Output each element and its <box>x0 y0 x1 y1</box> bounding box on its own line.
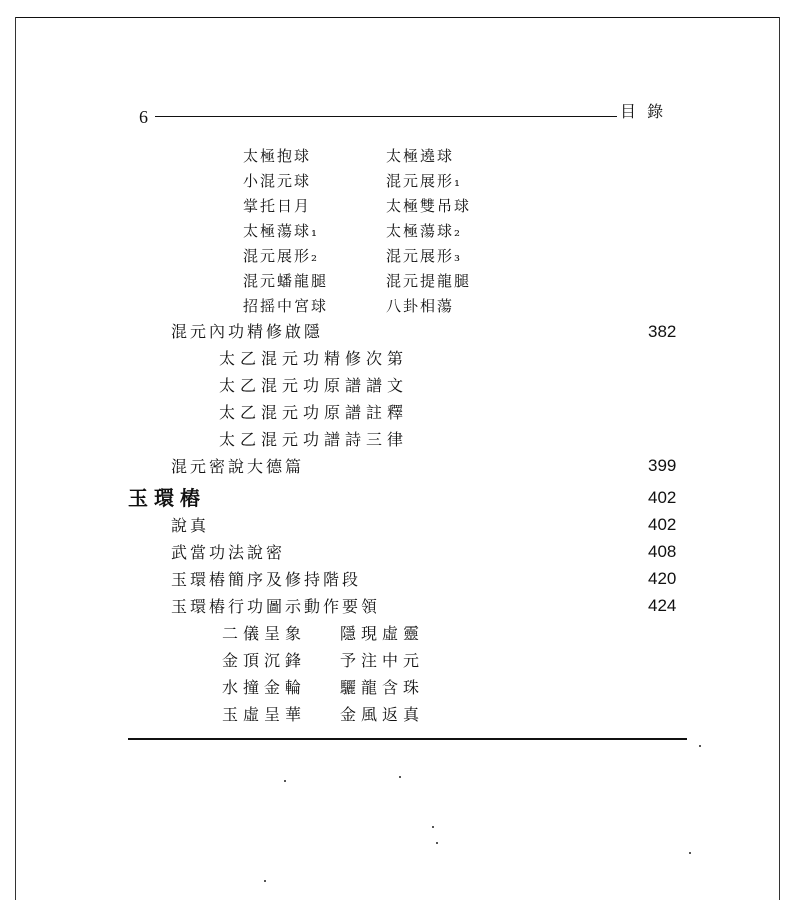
move-item: 招摇中宮球 <box>243 297 329 315</box>
toc-entry-title: 武當功法說密 <box>171 543 286 562</box>
toc-subentry: 太乙混元功譜詩三律 <box>219 430 409 449</box>
toc-entry-title: 玉環樁行功圖示動作要領 <box>171 597 381 616</box>
scan-speck <box>399 776 401 778</box>
move-item: 驪龍含珠 <box>340 678 425 697</box>
move-item: 混元展形₃ <box>386 247 463 265</box>
toc-subentry: 太乙混元功精修次第 <box>219 349 409 368</box>
move-item: 太極蕩球₁ <box>243 222 320 240</box>
move-item: 混元蟠龍腿 <box>243 272 329 290</box>
move-item: 金風返真 <box>340 705 425 724</box>
scan-speck <box>264 880 266 882</box>
toc-entry-title: 混元內功精修啟隱 <box>171 322 324 341</box>
toc-entry-title: 混元密說大德篇 <box>171 457 305 476</box>
move-item: 掌托日月 <box>243 197 312 215</box>
toc-entry-page: 408 <box>648 542 677 561</box>
scan-speck <box>699 745 701 747</box>
move-item: 太極遶球 <box>386 147 455 165</box>
move-item: 予注中元 <box>340 651 425 670</box>
move-item: 水撞金輪 <box>222 678 307 697</box>
chapter-page: 402 <box>648 488 677 507</box>
move-item: 混元展形₂ <box>243 247 320 265</box>
right-border <box>779 17 780 900</box>
move-item: 太極抱球 <box>243 147 312 165</box>
scan-speck <box>284 780 286 782</box>
section-title: 目 錄 <box>620 102 667 121</box>
scan-speck <box>432 826 434 828</box>
page-number: 6 <box>139 107 148 127</box>
toc-entry-title: 玉環樁簡序及修持階段 <box>171 570 362 589</box>
chapter-title: 玉環樁 <box>128 486 206 510</box>
move-item: 金頂沉鋒 <box>222 651 307 670</box>
move-item: 混元展形₁ <box>386 172 463 190</box>
toc-entry-page: 424 <box>648 596 677 615</box>
toc-entry-page: 402 <box>648 515 677 534</box>
move-item: 小混元球 <box>243 172 312 190</box>
scan-speck <box>436 842 438 844</box>
top-rule <box>15 17 780 18</box>
toc-entry-page: 399 <box>648 456 677 475</box>
toc-entry-page: 382 <box>648 322 677 341</box>
scan-speck <box>689 852 691 854</box>
move-item: 八卦相蕩 <box>386 297 455 315</box>
move-item: 二儀呈象 <box>222 624 307 643</box>
header-rule <box>155 116 617 117</box>
move-item: 太極雙吊球 <box>386 197 472 215</box>
left-border <box>15 17 16 900</box>
toc-entry-title: 說真 <box>171 516 210 535</box>
move-item: 太極蕩球₂ <box>386 222 463 240</box>
move-item: 玉虛呈華 <box>222 705 307 724</box>
bottom-rule <box>128 738 687 740</box>
toc-subentry: 太乙混元功原譜註釋 <box>219 403 409 422</box>
toc-subentry: 太乙混元功原譜譜文 <box>219 376 409 395</box>
move-item: 混元提龍腿 <box>386 272 472 290</box>
toc-entry-page: 420 <box>648 569 677 588</box>
move-item: 隱現虛靈 <box>340 624 425 643</box>
